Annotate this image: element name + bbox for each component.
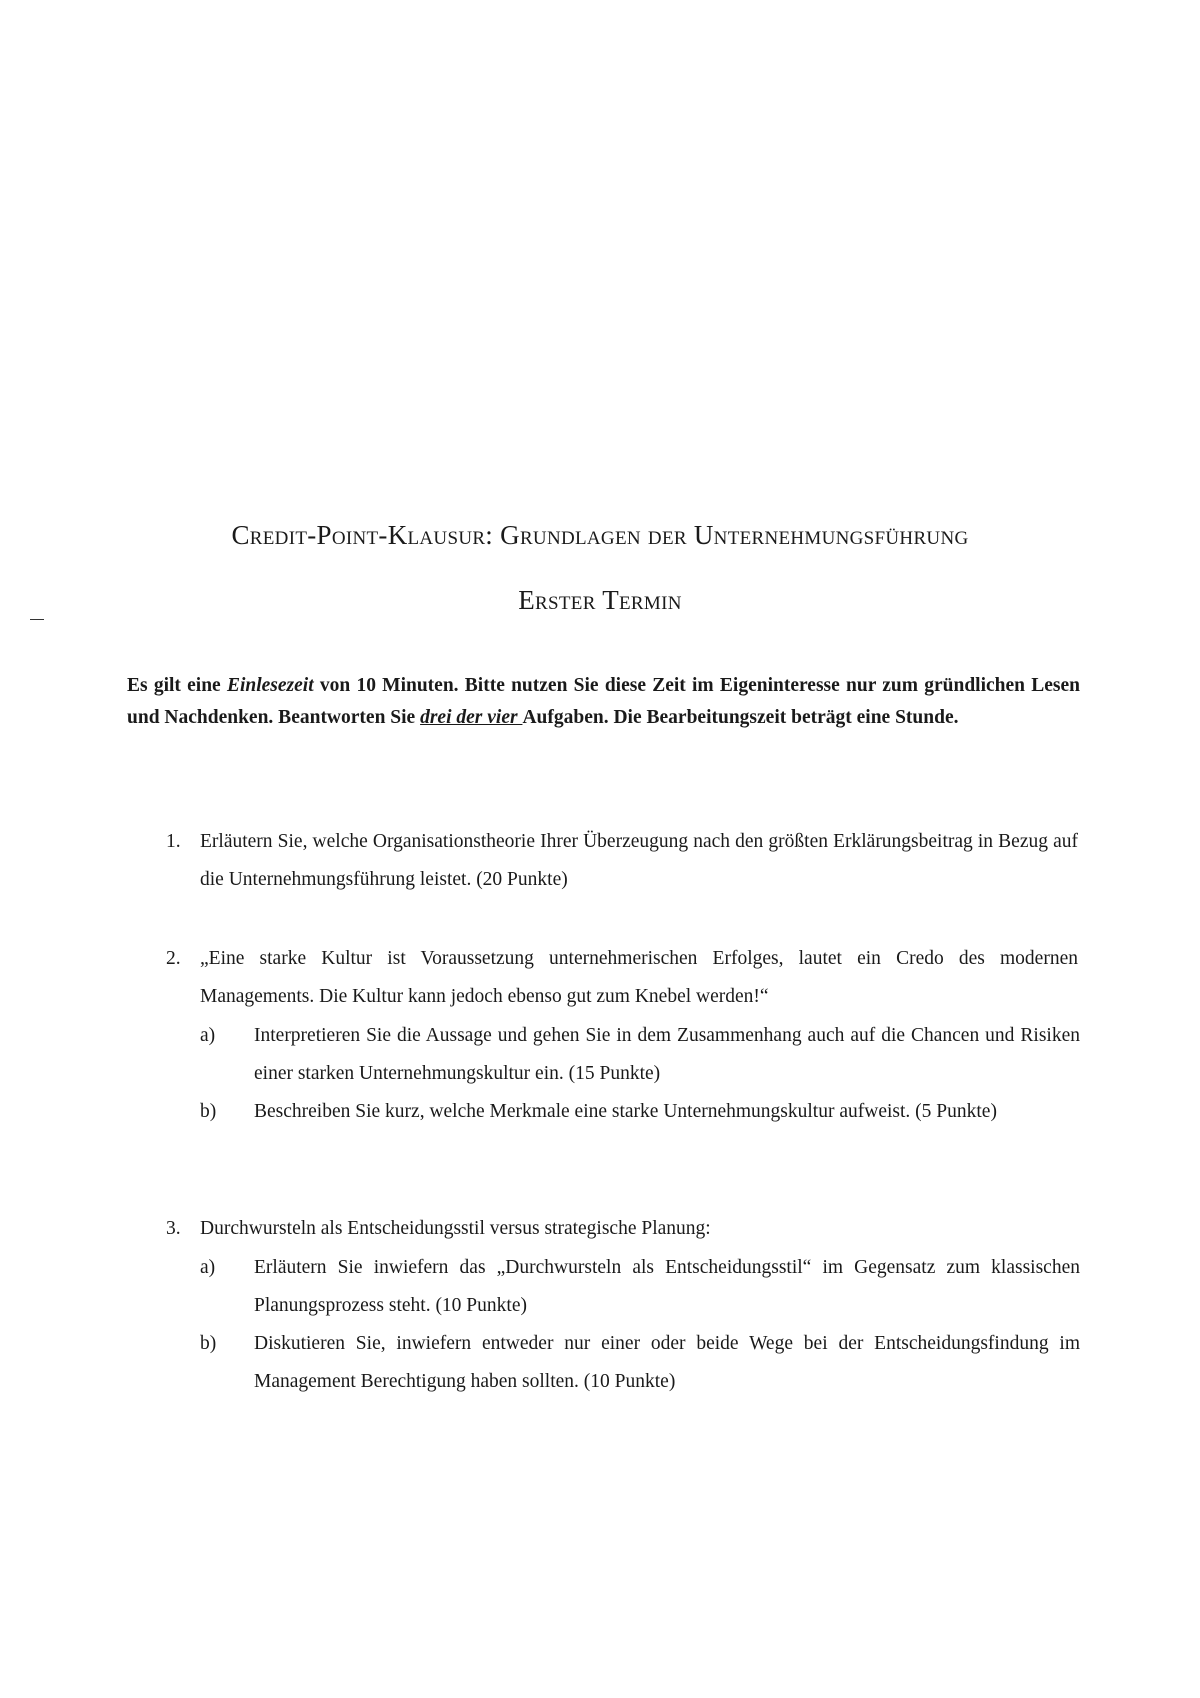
reading-time-term: Einlesezeit <box>226 675 314 696</box>
subquestion-label: b) <box>200 1333 217 1354</box>
exam-subtitle: Erster Termin <box>518 585 682 615</box>
subquestion-text: Diskutieren Sie, inwiefern entweder nur einer oder beide Wege bei der Entscheidungsfindung im Management Berechtigung haben sollten. (10 Punkte) <box>254 1333 1080 1392</box>
question-text: Erläutern Sie, welche Organisationstheorie Ihrer Überzeugung nach den größten Erklärungsbeitrag in Bezug auf die Unternehmungsführung leistet. (20 Punkte) <box>200 831 1078 890</box>
instructions-text-2: von 10 Minuten. Bitte nutzen Sie diese Zeit im Eigeninteresse nur zum gründlichen Lesen und Nachdenken. Beantworten Sie <box>127 675 1080 728</box>
subquestion-label: a) <box>200 1257 216 1278</box>
instructions-text-1: Es gilt eine <box>127 675 227 696</box>
answer-count-emphasis: drei der vier <box>420 707 523 728</box>
subquestion-text: Interpretieren Sie die Aussage und gehen Sie in dem Zusammenhang auch auf die Chancen und Risiken einer starken Unternehmungskultur ein. (15 Punkte) <box>254 1025 1080 1084</box>
subquestion-text: Beschreiben Sie kurz, welche Merkmale eine starke Unternehmungskultur aufweist. (5 Punkte) <box>254 1101 997 1122</box>
subquestion-text: Erläutern Sie inwiefern das „Durchwursteln als Entscheidungsstil“ im Gegensatz zum klassischen Planungsprozess steht. (10 Punkte) <box>254 1257 1080 1316</box>
instructions-paragraph <box>127 670 1080 734</box>
instructions-text-3: Aufgaben. Die Bearbeitungszeit beträgt eine Stunde. <box>522 707 959 728</box>
question-number: 3. <box>166 1218 181 1239</box>
question-text: Durchwursteln als Entscheidungsstil versus strategische Planung: <box>200 1218 711 1239</box>
question-text: „Eine starke Kultur ist Voraussetzung unternehmerischen Erfolges, lautet ein Credo des modernen Managements. Die Kultur kann jedoch ebenso gut zum Knebel werden!“ <box>200 948 1078 1007</box>
question-number: 1. <box>166 831 181 852</box>
subquestion-label: a) <box>200 1025 216 1046</box>
question-number: 2. <box>166 948 181 969</box>
exam-title: Credit-Point-Klausur: Grundlagen der Unternehmungsführung <box>231 520 969 550</box>
margin-dash <box>30 619 44 620</box>
subquestion-label: b) <box>200 1101 217 1122</box>
